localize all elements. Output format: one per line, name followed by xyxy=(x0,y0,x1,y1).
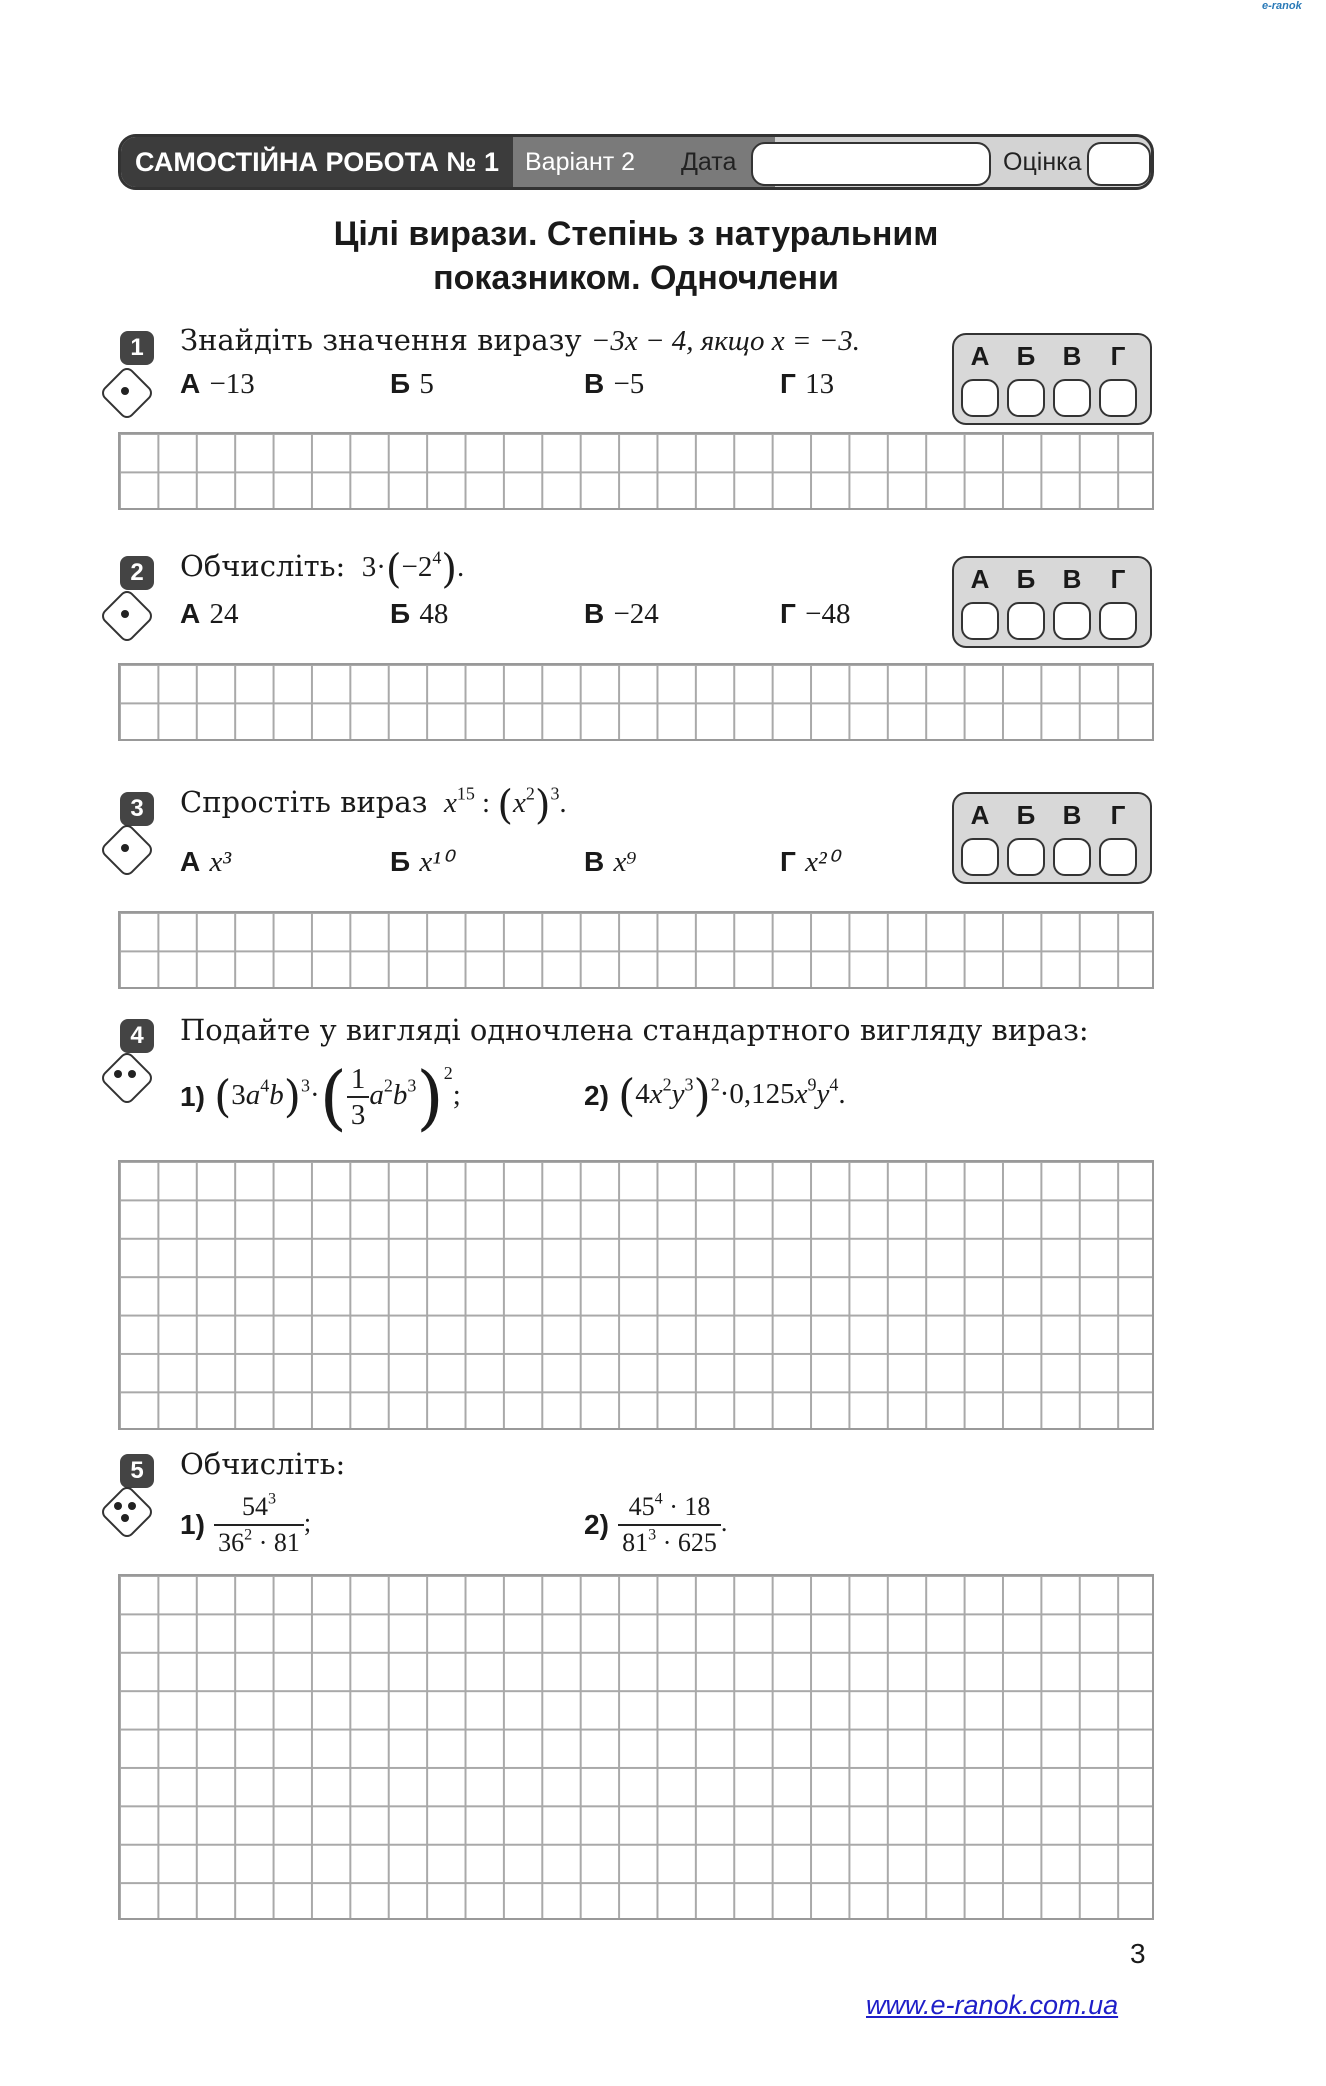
item-number: 1) xyxy=(180,1081,205,1112)
task-5-expression-2: $\frac{45^4 \cdot 18}{81^3 \cdot 625}$ . xyxy=(618,1508,727,1537)
answer-box xyxy=(952,556,1152,648)
answer-box xyxy=(952,333,1152,425)
option xyxy=(390,366,434,401)
answer-letter: Г xyxy=(1110,800,1126,830)
task-1-prompt: Знайдіть значення виразу xyxy=(180,323,582,357)
option-letter: Г xyxy=(780,368,796,399)
option-value: −13 xyxy=(209,368,255,400)
option-letter: Г xyxy=(780,598,796,629)
variant-label: Варіант 2 xyxy=(513,137,775,187)
option-letter: Г xyxy=(780,846,796,877)
task-5-prompt: Обчисліть: xyxy=(180,1447,346,1481)
task-4-prompt: Подайте у вигляді одночлена стандартного вигляду вираз: xyxy=(180,1013,1089,1047)
task-5-item-1 xyxy=(180,1490,311,1560)
difficulty-dot xyxy=(121,610,129,618)
title-line-1: Цілі вирази. Степінь з натуральним xyxy=(333,215,939,253)
task-number-badge: 4 xyxy=(120,1019,154,1053)
answer-letter: Б xyxy=(1016,564,1036,594)
answer-cell[interactable] xyxy=(1007,602,1045,640)
option xyxy=(780,366,834,401)
task-3-expression: $x^{15}$ : $(x^2)^3$. xyxy=(436,782,567,829)
option-value: x²⁰ xyxy=(805,846,839,878)
answer-letter: В xyxy=(1062,800,1082,830)
task-number-badge: 5 xyxy=(120,1454,154,1488)
option xyxy=(180,844,231,879)
answer-letter: Г xyxy=(1110,341,1126,371)
task-4-item-2 xyxy=(584,1070,846,1121)
option-value: 5 xyxy=(419,368,434,400)
task-4-expression-1: $(3a^4b)^3\cdot$( $\frac{1}{3}$ $a^2b^3)^2$; xyxy=(214,1056,461,1138)
option xyxy=(390,596,448,631)
task-number-badge: 1 xyxy=(120,331,154,365)
answer-cell[interactable] xyxy=(961,602,999,640)
difficulty-dot xyxy=(121,844,129,852)
option-letter: В xyxy=(584,368,605,399)
option-letter: В xyxy=(584,598,605,629)
answer-cell[interactable] xyxy=(1099,838,1137,876)
option-letter: Б xyxy=(390,598,411,629)
option-value: 48 xyxy=(419,598,449,630)
option xyxy=(584,596,659,631)
option xyxy=(180,596,238,631)
task-4-expression-2: $(4x^2y^3)^2\cdot 0,125x^9y^4$. xyxy=(618,1070,846,1121)
answer-letter: Б xyxy=(1016,341,1036,371)
page-title xyxy=(118,212,1154,300)
answer-cell[interactable] xyxy=(1007,838,1045,876)
answer-cell[interactable] xyxy=(1053,379,1091,417)
option-value: x⁹ xyxy=(613,846,637,878)
option xyxy=(780,844,838,879)
work-title: САМОСТІЙНА РОБОТА № 1 xyxy=(121,137,513,187)
work-grid[interactable] xyxy=(118,1574,1154,1920)
publisher-link[interactable]: www.e-ranok.com.ua xyxy=(866,1990,1119,2020)
answer-cell[interactable] xyxy=(961,838,999,876)
option-letter: А xyxy=(180,598,201,629)
answer-letter: В xyxy=(1062,564,1082,594)
option-value: −24 xyxy=(613,598,659,630)
item-number: 1) xyxy=(180,1509,205,1540)
work-grid[interactable] xyxy=(118,1160,1154,1430)
option-value: −48 xyxy=(805,598,851,630)
task-4-item-1 xyxy=(180,1056,461,1138)
option-value: x³ xyxy=(209,846,232,878)
answer-letter: В xyxy=(1062,341,1082,371)
page-number: 3 xyxy=(1130,1938,1146,1969)
task-3-prompt: Спростіть вираз xyxy=(180,785,428,819)
difficulty-dot xyxy=(128,1502,136,1510)
option-letter: Б xyxy=(390,368,411,399)
option xyxy=(390,844,453,879)
title-line-2: показником. Одночлени xyxy=(433,259,839,297)
option xyxy=(780,596,850,631)
task-2-question xyxy=(180,546,465,593)
difficulty-2-icon xyxy=(99,1050,156,1107)
option-letter: В xyxy=(584,846,605,877)
grade-field[interactable] xyxy=(1087,142,1151,186)
answer-box xyxy=(952,792,1152,884)
difficulty-dot xyxy=(128,1070,136,1078)
option-value: x¹⁰ xyxy=(419,846,453,878)
answer-cell[interactable] xyxy=(1053,838,1091,876)
option xyxy=(180,366,255,401)
grade-label: Оцінка xyxy=(1003,148,1082,176)
task-5-expression-1: $\frac{54^3}{36^2 \cdot 81}$ ; xyxy=(214,1508,311,1537)
option-letter: А xyxy=(180,846,201,877)
item-number: 2) xyxy=(584,1509,609,1540)
difficulty-dot xyxy=(114,1070,122,1078)
publisher-logo: e-ranok xyxy=(1262,0,1302,12)
task-1-question xyxy=(180,322,860,359)
option-value: 13 xyxy=(805,368,835,400)
task-2-prompt: Обчисліть: xyxy=(180,549,346,583)
answer-cell[interactable] xyxy=(1099,379,1137,417)
answer-letter: А xyxy=(970,341,990,371)
option-value: 24 xyxy=(209,598,239,630)
answer-cell[interactable] xyxy=(961,379,999,417)
work-grid[interactable] xyxy=(118,432,1154,510)
option xyxy=(584,844,636,879)
date-label: Дата xyxy=(681,148,737,176)
answer-letter: А xyxy=(970,564,990,594)
answer-cell[interactable] xyxy=(1007,379,1045,417)
option-value: −5 xyxy=(613,368,645,400)
task-number-badge: 2 xyxy=(120,556,154,590)
work-grid[interactable] xyxy=(118,911,1154,989)
answer-cell[interactable] xyxy=(1053,602,1091,640)
task-1-expression: −3x − 4, якщо x = −3. xyxy=(590,325,861,357)
answer-letter: Г xyxy=(1110,564,1126,594)
difficulty-dot xyxy=(121,1514,129,1522)
answer-letter: Б xyxy=(1016,800,1036,830)
task-5-item-2 xyxy=(584,1490,727,1560)
work-grid[interactable] xyxy=(118,663,1154,741)
worksheet-header xyxy=(118,134,1154,190)
difficulty-dot xyxy=(121,387,129,395)
difficulty-3-icon xyxy=(99,1484,156,1541)
option xyxy=(584,366,644,401)
answer-cell[interactable] xyxy=(1099,602,1137,640)
difficulty-dot xyxy=(114,1502,122,1510)
task-number-badge: 3 xyxy=(120,792,154,826)
option-letter: А xyxy=(180,368,201,399)
task-2-expression: $3\cdot(-2^4)$. xyxy=(354,546,465,593)
answer-letter: А xyxy=(970,800,990,830)
task-3-question xyxy=(180,782,567,829)
date-field[interactable] xyxy=(751,142,991,186)
item-number: 2) xyxy=(584,1080,609,1111)
option-letter: Б xyxy=(390,846,411,877)
